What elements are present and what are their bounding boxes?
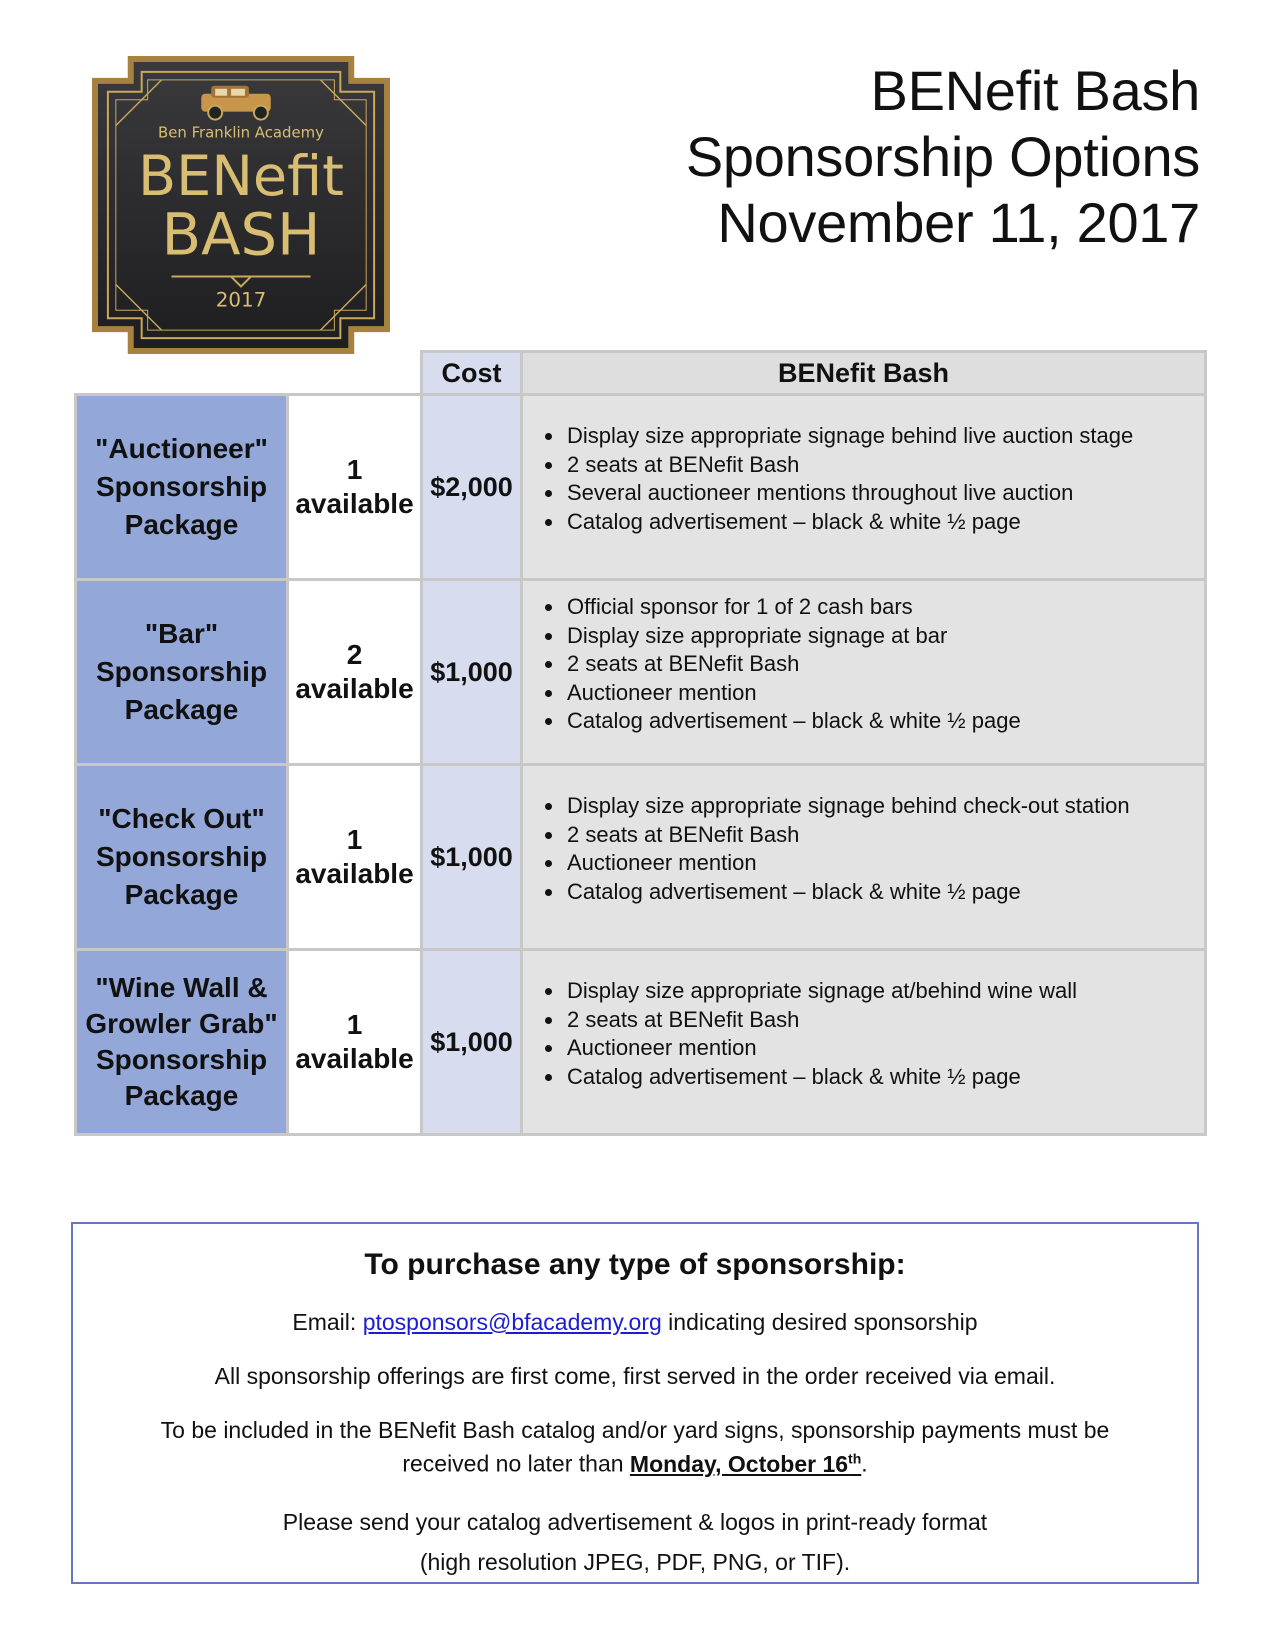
benefit-item: • 2 seats at BENefit Bash	[565, 821, 1204, 850]
benefit-item: • 2 seats at BENefit Bash	[565, 451, 1204, 480]
package-cost: $1,000	[422, 580, 522, 765]
benefit-item: • 2 seats at BENefit Bash	[565, 1006, 1204, 1035]
availability: 1 available	[288, 950, 422, 1135]
header-cost: Cost	[422, 352, 522, 395]
table-row	[76, 395, 1206, 580]
availability: 2 available	[288, 580, 422, 765]
deadline-note: To be included in the BENefit Bash catalog and/or yard signs, sponsorship payments must be received no later than Monday, October 16th.	[160, 1417, 1110, 1477]
benefit-item: • Catalog advertisement – black & white ½ page	[565, 707, 1204, 736]
email-line: Email: ptosponsors@bfacademy.org indicating desired sponsorship	[292, 1309, 978, 1335]
package-benefits	[522, 395, 1206, 580]
benefit-item: • Catalog advertisement – black & white ½ page	[565, 1063, 1204, 1092]
table-row	[76, 580, 1206, 765]
benefit-item: • Official sponsor for 1 of 2 cash bars	[565, 593, 1204, 622]
table-row	[76, 765, 1206, 950]
svg-text:2017: 2017	[215, 288, 267, 312]
benefit-item: • Several auctioneer mentions throughout live auction	[565, 479, 1204, 508]
benefit-item: • Auctioneer mention	[565, 679, 1204, 708]
package-name: "Wine Wall & Growler Grab" Sponsorship Package	[76, 950, 288, 1135]
package-name: "Check Out" Sponsorship Package	[76, 765, 288, 950]
package-benefits	[522, 765, 1206, 950]
svg-text:BASH: BASH	[161, 201, 321, 269]
benefit-item: • Display size appropriate signage at bar	[565, 622, 1204, 651]
package-benefits	[522, 950, 1206, 1135]
sponsorship-table	[74, 350, 1207, 1136]
page-title	[686, 58, 1200, 256]
first-come-note: All sponsorship offerings are first come, first served in the order received via email.	[214, 1363, 1056, 1389]
table-row	[76, 950, 1206, 1135]
availability: 1 available	[288, 765, 422, 950]
benefit-item: • Display size appropriate signage behind check-out station	[565, 792, 1204, 821]
purchase-info-box	[71, 1222, 1199, 1584]
benefit-item: • Catalog advertisement – black & white ½ page	[565, 508, 1204, 537]
purchase-title: To purchase any type of sponsorship:	[364, 1248, 906, 1281]
package-cost: $1,000	[422, 765, 522, 950]
benefit-bash-logo	[92, 56, 390, 354]
table-header-row	[76, 352, 1206, 395]
format-note: Please send your catalog advertisement & logos in print-ready format (high resolution JPEG, PDF, PNG, or TIF).	[282, 1508, 988, 1575]
benefit-item: • Catalog advertisement – black & white ½ page	[565, 878, 1204, 907]
header-empty-cell	[76, 352, 288, 395]
benefit-item: • Auctioneer mention	[565, 1034, 1204, 1063]
title-line-3: November 11, 2017	[717, 191, 1200, 254]
svg-text:Ben Franklin Academy: Ben Franklin Academy	[158, 123, 324, 142]
availability: 1 available	[288, 395, 422, 580]
svg-text:BENefit: BENefit	[138, 144, 344, 210]
deadline-date: Monday, October 16th	[629, 1450, 862, 1477]
package-benefits	[522, 580, 1206, 765]
email-link[interactable]: ptosponsors@bfacademy.org	[362, 1309, 662, 1335]
benefit-item: • Auctioneer mention	[565, 849, 1204, 878]
package-cost: $1,000	[422, 950, 522, 1135]
package-name: "Auctioneer" Sponsorship Package	[76, 395, 288, 580]
package-cost: $2,000	[422, 395, 522, 580]
benefit-item: • 2 seats at BENefit Bash	[565, 650, 1204, 679]
header-benefits: BENefit Bash	[522, 352, 1206, 395]
header-empty-cell	[288, 352, 422, 395]
title-line-1: BENefit Bash	[870, 59, 1200, 122]
title-line-2: Sponsorship Options	[685, 125, 1200, 188]
benefit-item: • Display size appropriate signage behind live auction stage	[565, 422, 1204, 451]
logo-emblem	[92, 56, 390, 354]
benefit-item: • Display size appropriate signage at/behind wine wall	[565, 977, 1204, 1006]
package-name: "Bar" Sponsorship Package	[76, 580, 288, 765]
